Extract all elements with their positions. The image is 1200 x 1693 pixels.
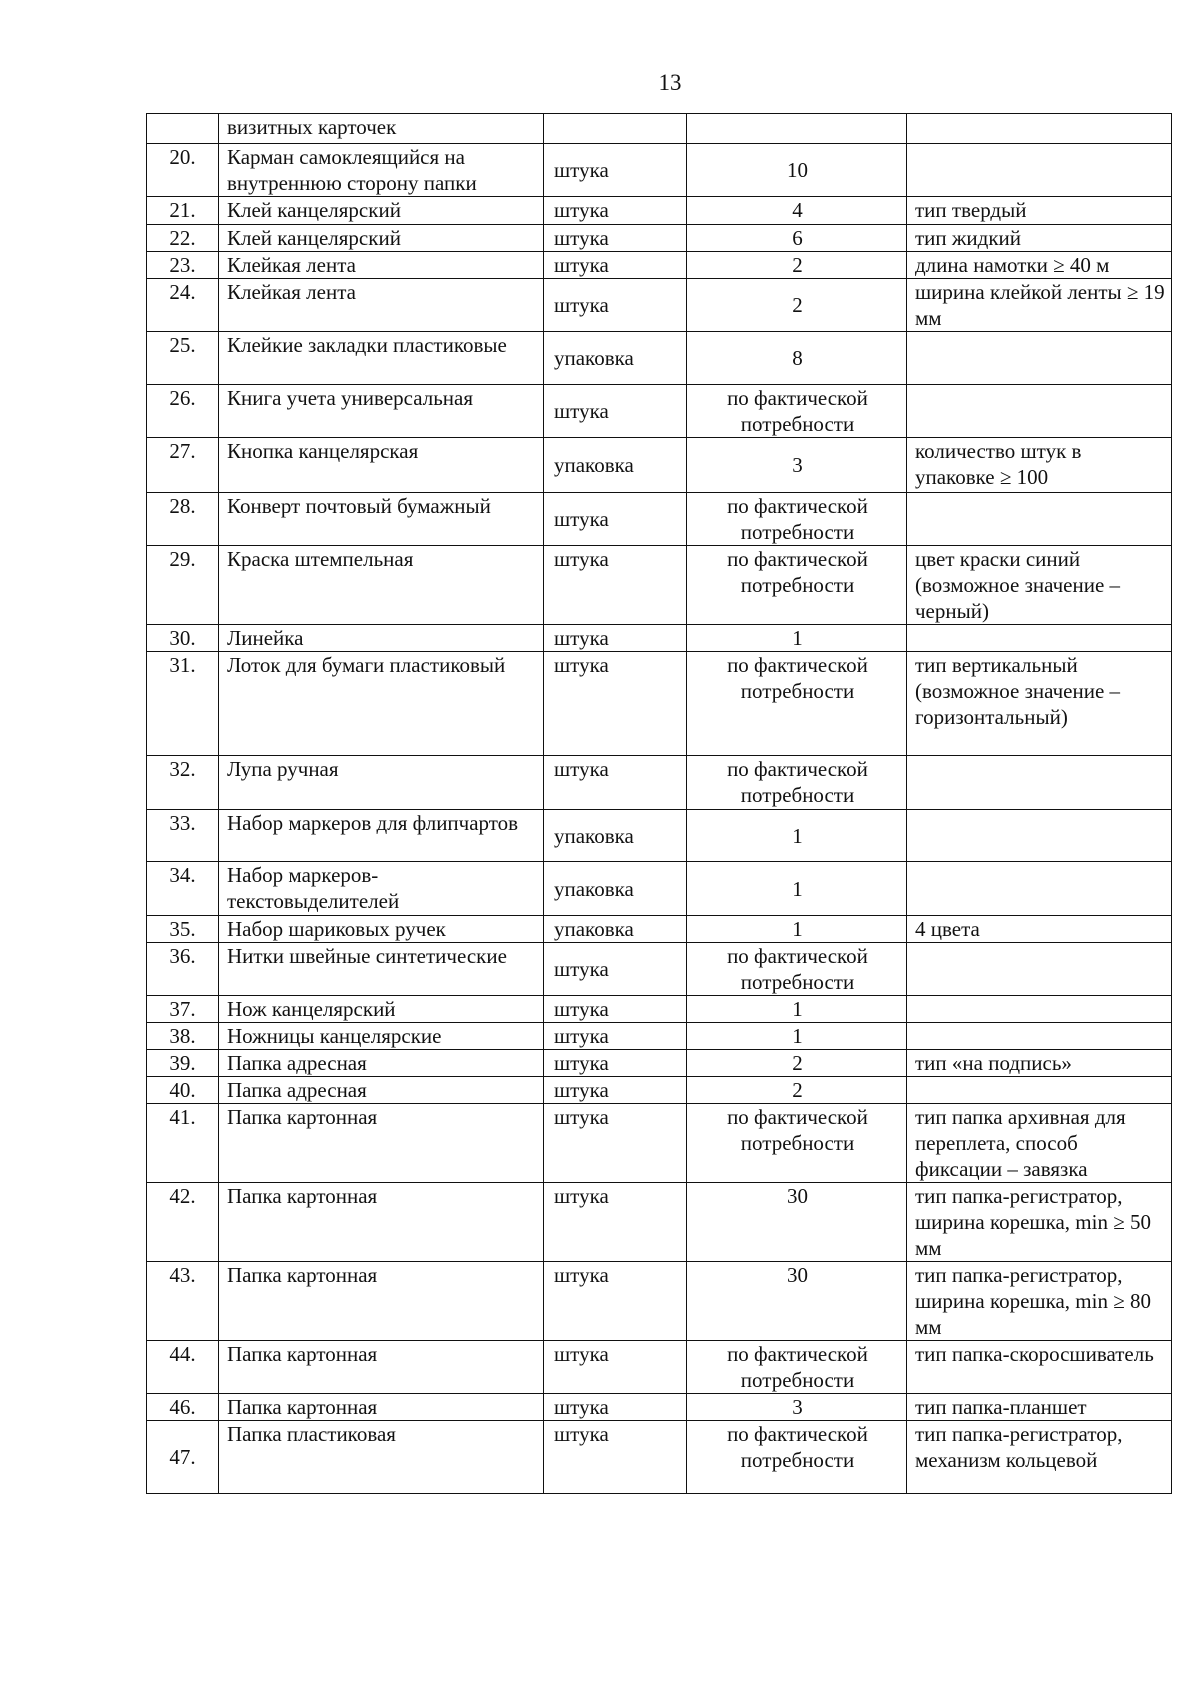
unit-cell: штука <box>544 225 687 252</box>
table-row <box>147 114 1172 144</box>
row-number-cell: 27. <box>147 438 219 493</box>
row-number-cell: 36. <box>147 943 219 996</box>
row-number-cell: 46. <box>147 1394 219 1421</box>
row-number-cell: 21. <box>147 197 219 225</box>
table-row <box>147 1262 1172 1341</box>
table-row <box>147 546 1172 625</box>
characteristics-cell: количество штук в упаковке ≥ 100 <box>907 438 1172 493</box>
quantity-cell: 1 <box>687 625 907 652</box>
item-name-cell: Клейкая лента <box>219 252 544 279</box>
unit-cell: штука <box>544 625 687 652</box>
table-row <box>147 493 1172 546</box>
characteristics-cell <box>907 144 1172 197</box>
characteristics-cell <box>907 385 1172 438</box>
unit-cell: штука <box>544 1394 687 1421</box>
characteristics-cell <box>907 810 1172 862</box>
characteristics-cell: 4 цвета <box>907 916 1172 943</box>
row-number-cell <box>147 114 219 144</box>
row-number-cell: 25. <box>147 332 219 385</box>
characteristics-cell: тип папка-регистратор, ширина корешка, min ≥ 80 мм <box>907 1262 1172 1341</box>
row-number-cell: 33. <box>147 810 219 862</box>
unit-cell: штука <box>544 252 687 279</box>
row-number-cell: 22. <box>147 225 219 252</box>
item-name-cell: Клейкие закладки пластиковые <box>219 332 544 385</box>
item-name-cell: Папка адресная <box>219 1077 544 1104</box>
table-row <box>147 625 1172 652</box>
row-number-cell: 34. <box>147 862 219 916</box>
row-number-cell: 32. <box>147 756 219 810</box>
characteristics-cell <box>907 114 1172 144</box>
quantity-cell: 6 <box>687 225 907 252</box>
quantity-cell: 1 <box>687 1023 907 1050</box>
item-name-cell: Карман самоклеящийся на внутреннюю сторону папки <box>219 144 544 197</box>
quantity-cell: 3 <box>687 1394 907 1421</box>
table-row <box>147 332 1172 385</box>
item-name-cell: Папка картонная <box>219 1262 544 1341</box>
quantity-cell: 1 <box>687 810 907 862</box>
item-name-cell: Клей канцелярский <box>219 225 544 252</box>
row-number-cell: 42. <box>147 1183 219 1262</box>
characteristics-cell: тип жидкий <box>907 225 1172 252</box>
quantity-cell: 1 <box>687 996 907 1023</box>
row-number-cell: 23. <box>147 252 219 279</box>
characteristics-cell: ширина клейкой ленты ≥ 19 мм <box>907 279 1172 332</box>
quantity-cell: 1 <box>687 862 907 916</box>
unit-cell: штука <box>544 197 687 225</box>
row-number-cell: 38. <box>147 1023 219 1050</box>
table-row <box>147 252 1172 279</box>
row-number-cell: 43. <box>147 1262 219 1341</box>
row-number-cell: 29. <box>147 546 219 625</box>
characteristics-cell: тип «на подпись» <box>907 1050 1172 1077</box>
unit-cell: упаковка <box>544 916 687 943</box>
table-row <box>147 279 1172 332</box>
unit-cell: штука <box>544 652 687 756</box>
quantity-cell <box>687 114 907 144</box>
table-row <box>147 1183 1172 1262</box>
item-name-cell: Нитки швейные синтетические <box>219 943 544 996</box>
row-number-cell: 20. <box>147 144 219 197</box>
quantity-cell: по фактической потребности <box>687 1421 907 1494</box>
quantity-cell: 2 <box>687 1050 907 1077</box>
item-name-cell: Папка адресная <box>219 1050 544 1077</box>
characteristics-cell: тип папка архивная для переплета, способ фиксации – завязка <box>907 1104 1172 1183</box>
unit-cell: штука <box>544 1183 687 1262</box>
item-name-cell: Клей канцелярский <box>219 197 544 225</box>
quantity-cell: по фактической потребности <box>687 943 907 996</box>
row-number-cell: 26. <box>147 385 219 438</box>
item-name-cell: Конверт почтовый бумажный <box>219 493 544 546</box>
item-name-cell: Краска штемпельная <box>219 546 544 625</box>
unit-cell: штука <box>544 1050 687 1077</box>
row-number-cell: 47. <box>147 1421 219 1494</box>
item-name-cell: Ножницы канцелярские <box>219 1023 544 1050</box>
characteristics-cell <box>907 332 1172 385</box>
item-name-cell: Линейка <box>219 625 544 652</box>
characteristics-cell <box>907 625 1172 652</box>
unit-cell: штука <box>544 385 687 438</box>
table-row <box>147 756 1172 810</box>
item-name-cell: Кнопка канцелярская <box>219 438 544 493</box>
characteristics-cell <box>907 943 1172 996</box>
table-row <box>147 1023 1172 1050</box>
item-name-cell: визитных карточек <box>219 114 544 144</box>
table-row <box>147 225 1172 252</box>
unit-cell: штука <box>544 996 687 1023</box>
characteristics-cell <box>907 493 1172 546</box>
unit-cell: упаковка <box>544 810 687 862</box>
item-name-cell: Папка картонная <box>219 1341 544 1394</box>
unit-cell: штука <box>544 1023 687 1050</box>
row-number-cell: 44. <box>147 1341 219 1394</box>
quantity-cell: 1 <box>687 916 907 943</box>
unit-cell: штука <box>544 493 687 546</box>
row-number-cell: 40. <box>147 1077 219 1104</box>
item-name-cell: Лоток для бумаги пластиковый <box>219 652 544 756</box>
characteristics-cell: тип папка-скоросшиватель <box>907 1341 1172 1394</box>
unit-cell: упаковка <box>544 862 687 916</box>
supplies-table <box>146 113 1172 1494</box>
quantity-cell: 3 <box>687 438 907 493</box>
characteristics-cell: тип папка-регистратор, механизм кольцевой <box>907 1421 1172 1494</box>
characteristics-cell: тип папка-планшет <box>907 1394 1172 1421</box>
quantity-cell: 2 <box>687 252 907 279</box>
row-number-cell: 28. <box>147 493 219 546</box>
quantity-cell: по фактической потребности <box>687 1104 907 1183</box>
table-row <box>147 1050 1172 1077</box>
table-row <box>147 1104 1172 1183</box>
table-row <box>147 810 1172 862</box>
row-number-cell: 31. <box>147 652 219 756</box>
item-name-cell: Папка картонная <box>219 1394 544 1421</box>
characteristics-cell <box>907 1023 1172 1050</box>
quantity-cell: по фактической потребности <box>687 756 907 810</box>
item-name-cell: Набор маркеров-текстовыделителей <box>219 862 544 916</box>
unit-cell: штука <box>544 1104 687 1183</box>
unit-cell: штука <box>544 144 687 197</box>
unit-cell: штука <box>544 1421 687 1494</box>
unit-cell: штука <box>544 279 687 332</box>
item-name-cell: Папка картонная <box>219 1183 544 1262</box>
quantity-cell: по фактической потребности <box>687 652 907 756</box>
table-row <box>147 652 1172 756</box>
item-name-cell: Папка картонная <box>219 1104 544 1183</box>
characteristics-cell: тип вертикальный (возможное значение – горизонтальный) <box>907 652 1172 756</box>
unit-cell: штука <box>544 1341 687 1394</box>
unit-cell: упаковка <box>544 438 687 493</box>
quantity-cell: 30 <box>687 1183 907 1262</box>
quantity-cell: 2 <box>687 1077 907 1104</box>
table-row <box>147 197 1172 225</box>
characteristics-cell <box>907 996 1172 1023</box>
item-name-cell: Клейкая лента <box>219 279 544 332</box>
table-row <box>147 385 1172 438</box>
characteristics-cell: цвет краски синий (возможное значение – черный) <box>907 546 1172 625</box>
unit-cell: штука <box>544 1077 687 1104</box>
characteristics-cell: тип твердый <box>907 197 1172 225</box>
quantity-cell: по фактической потребности <box>687 493 907 546</box>
table-body <box>147 114 1172 1494</box>
quantity-cell: по фактической потребности <box>687 546 907 625</box>
characteristics-cell <box>907 756 1172 810</box>
quantity-cell: 4 <box>687 197 907 225</box>
unit-cell: штука <box>544 756 687 810</box>
unit-cell: штука <box>544 1262 687 1341</box>
item-name-cell: Нож канцелярский <box>219 996 544 1023</box>
table-row <box>147 1341 1172 1394</box>
quantity-cell: 8 <box>687 332 907 385</box>
item-name-cell: Набор маркеров для флипчартов <box>219 810 544 862</box>
row-number-cell: 24. <box>147 279 219 332</box>
page-number: 13 <box>658 70 682 95</box>
row-number-cell: 41. <box>147 1104 219 1183</box>
characteristics-cell <box>907 1077 1172 1104</box>
table-row <box>147 1421 1172 1494</box>
unit-cell <box>544 114 687 144</box>
quantity-cell: по фактической потребности <box>687 385 907 438</box>
item-name-cell: Набор шариковых ручек <box>219 916 544 943</box>
row-number-cell: 35. <box>147 916 219 943</box>
characteristics-cell: длина намотки ≥ 40 м <box>907 252 1172 279</box>
table-row <box>147 1394 1172 1421</box>
row-number-cell: 37. <box>147 996 219 1023</box>
quantity-cell: по фактической потребности <box>687 1341 907 1394</box>
table-row <box>147 996 1172 1023</box>
row-number-cell: 39. <box>147 1050 219 1077</box>
row-number-cell: 30. <box>147 625 219 652</box>
quantity-cell: 2 <box>687 279 907 332</box>
item-name-cell: Книга учета универсальная <box>219 385 544 438</box>
table-row <box>147 943 1172 996</box>
table-row <box>147 1077 1172 1104</box>
table-row <box>147 862 1172 916</box>
characteristics-cell: тип папка-регистратор, ширина корешка, min ≥ 50 мм <box>907 1183 1172 1262</box>
table-row <box>147 144 1172 197</box>
item-name-cell: Папка пластиковая <box>219 1421 544 1494</box>
quantity-cell: 10 <box>687 144 907 197</box>
item-name-cell: Лупа ручная <box>219 756 544 810</box>
unit-cell: упаковка <box>544 332 687 385</box>
table-row <box>147 916 1172 943</box>
quantity-cell: 30 <box>687 1262 907 1341</box>
table-row <box>147 438 1172 493</box>
characteristics-cell <box>907 862 1172 916</box>
unit-cell: штука <box>544 546 687 625</box>
unit-cell: штука <box>544 943 687 996</box>
